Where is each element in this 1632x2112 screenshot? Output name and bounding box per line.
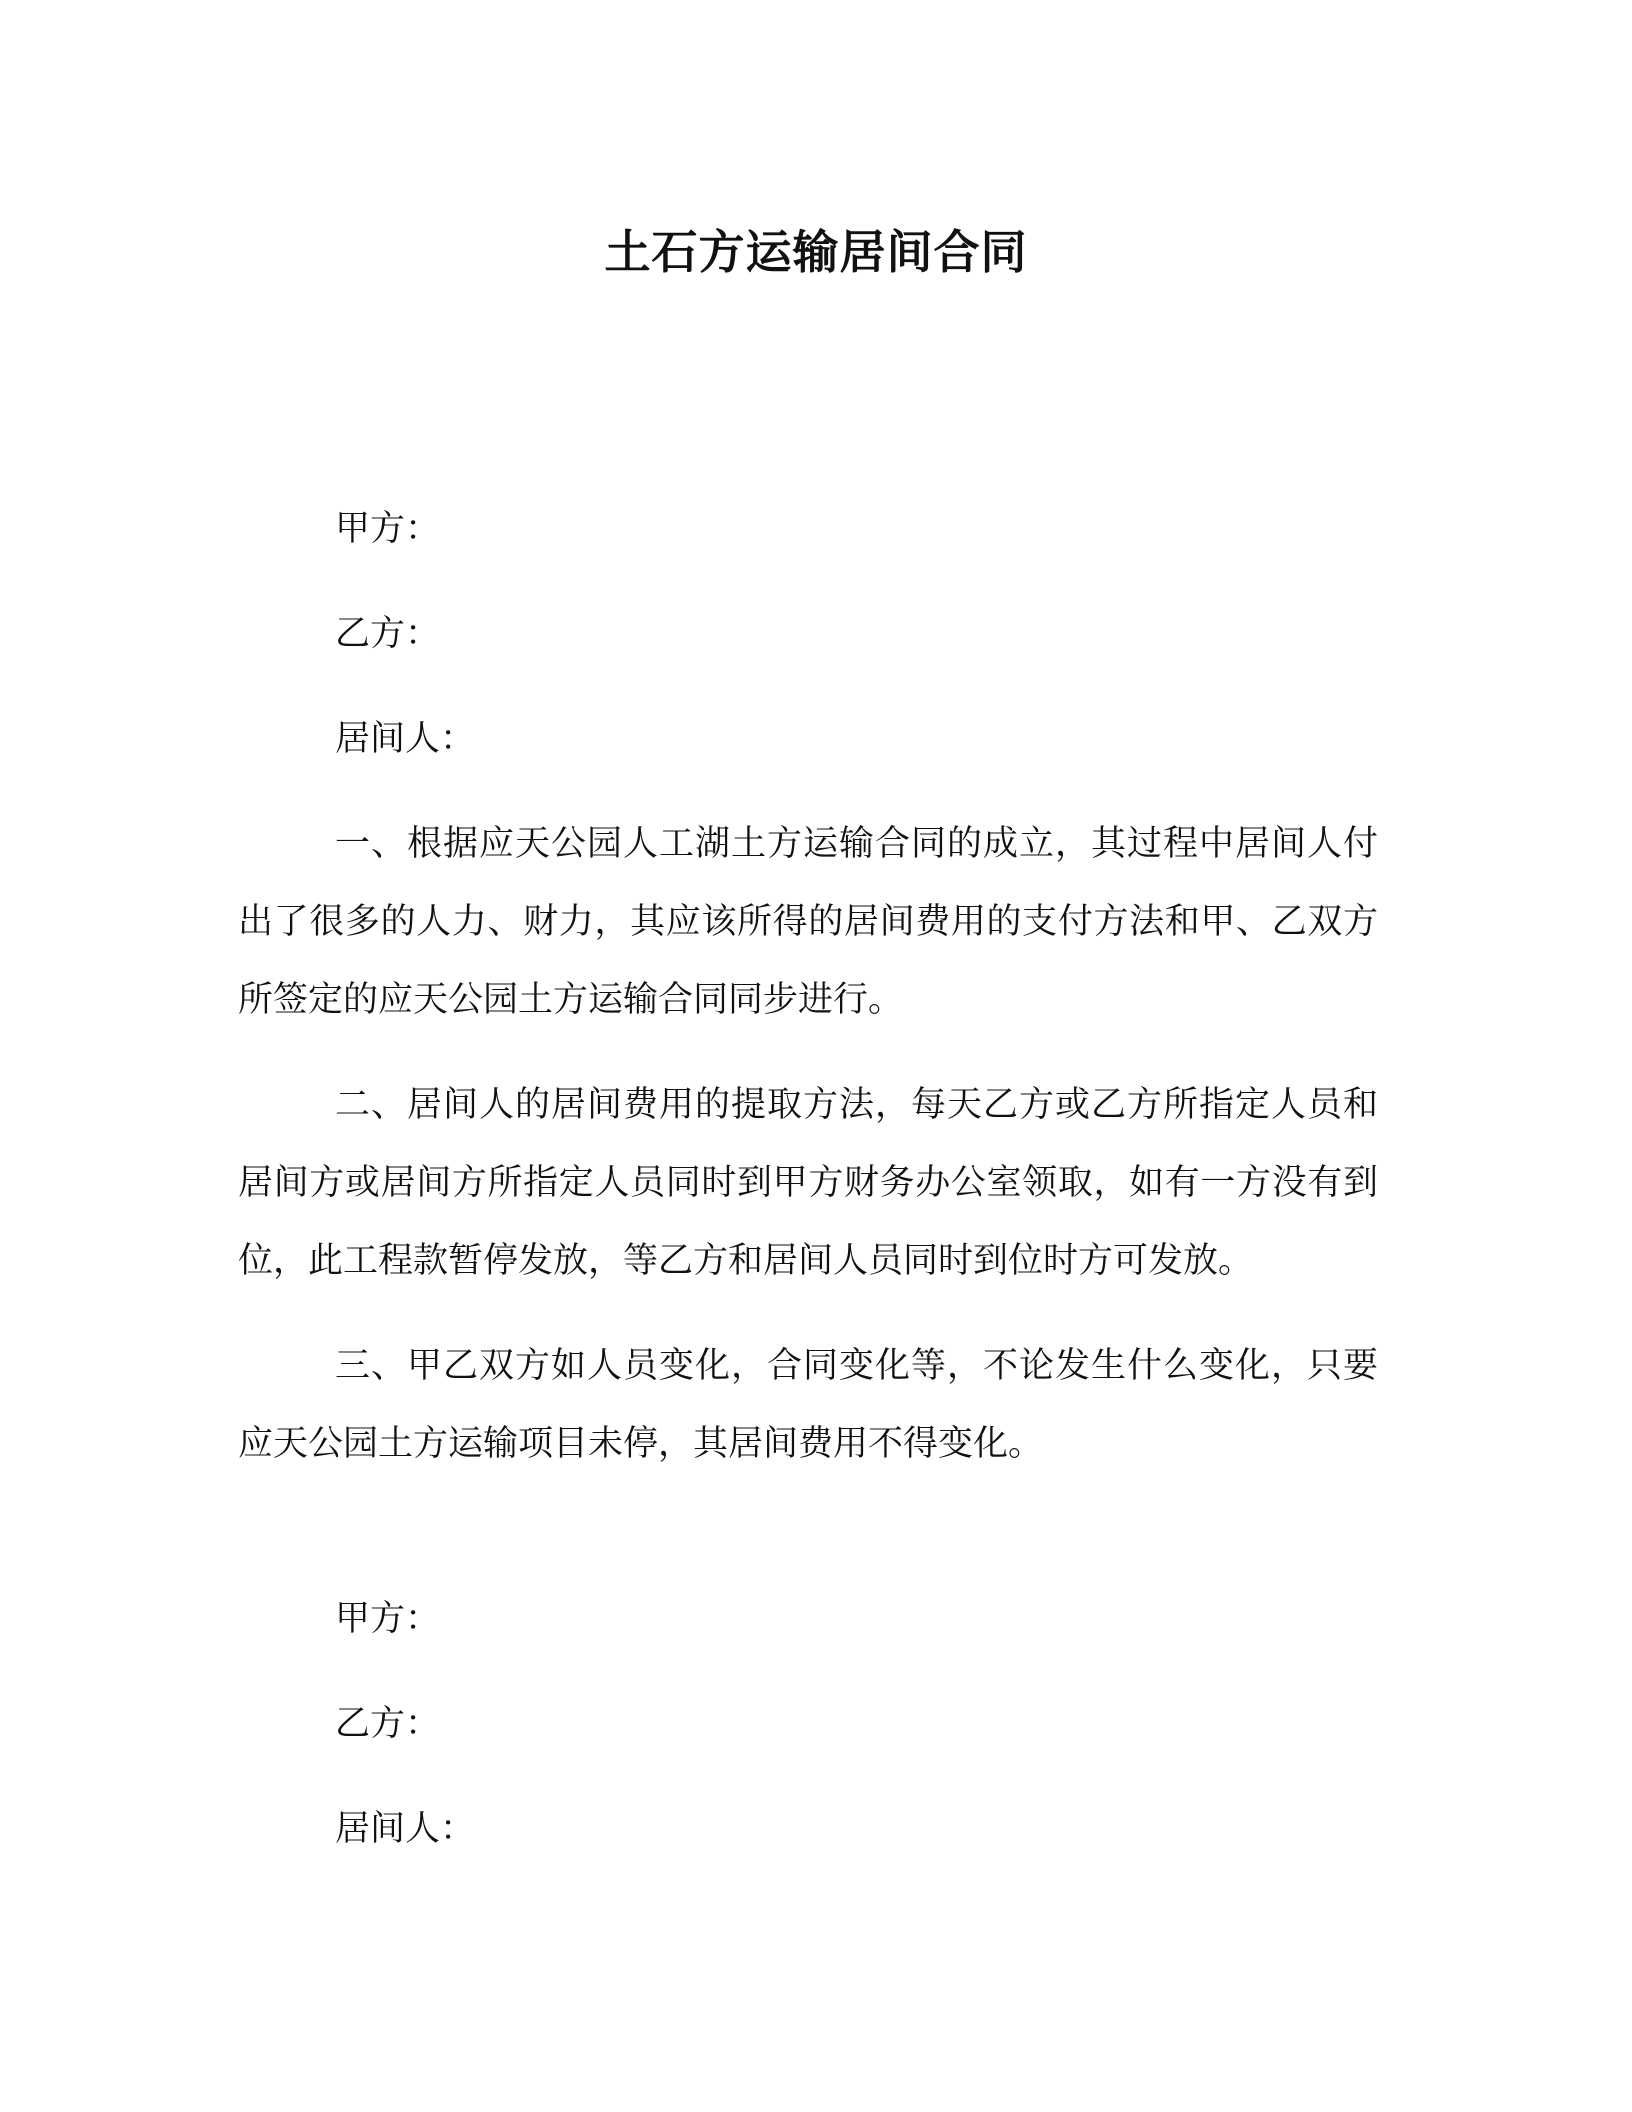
intermediary-label-bottom: 居间人： [335, 1809, 476, 1849]
party-b-label-top: 乙方： [335, 614, 441, 654]
party-b-label-bottom: 乙方： [335, 1704, 441, 1744]
party-a-label-top: 甲方： [335, 509, 441, 549]
document-title: 土石方运输居间合同 [604, 225, 1028, 279]
signature-block [238, 1580, 1378, 1895]
intermediary-label-top: 居间人： [335, 719, 476, 759]
clause-3: 三、甲乙双方如人员变化，合同变化等，不论发生什么变化，只要应天公园土方运输项目未停，其居间费用不得变化。 [238, 1346, 1378, 1464]
document-body [238, 490, 1378, 1510]
party-a-label-bottom: 甲方： [335, 1599, 441, 1639]
clause-2: 二、居间人的居间费用的提取方法，每天乙方或乙方所指定人员和居间方或居间方所指定人员同时到甲方财务办公室领取，如有一方没有到位，此工程款暂停发放，等乙方和居间人员同时到位时方可发放。 [238, 1085, 1378, 1281]
clause-1: 一、根据应天公园人工湖土方运输合同的成立，其过程中居间人付出了很多的人力、财力，其应该所得的居间费用的支付方法和甲、乙双方所签定的应天公园土方运输合同同步进行。 [238, 824, 1378, 1020]
